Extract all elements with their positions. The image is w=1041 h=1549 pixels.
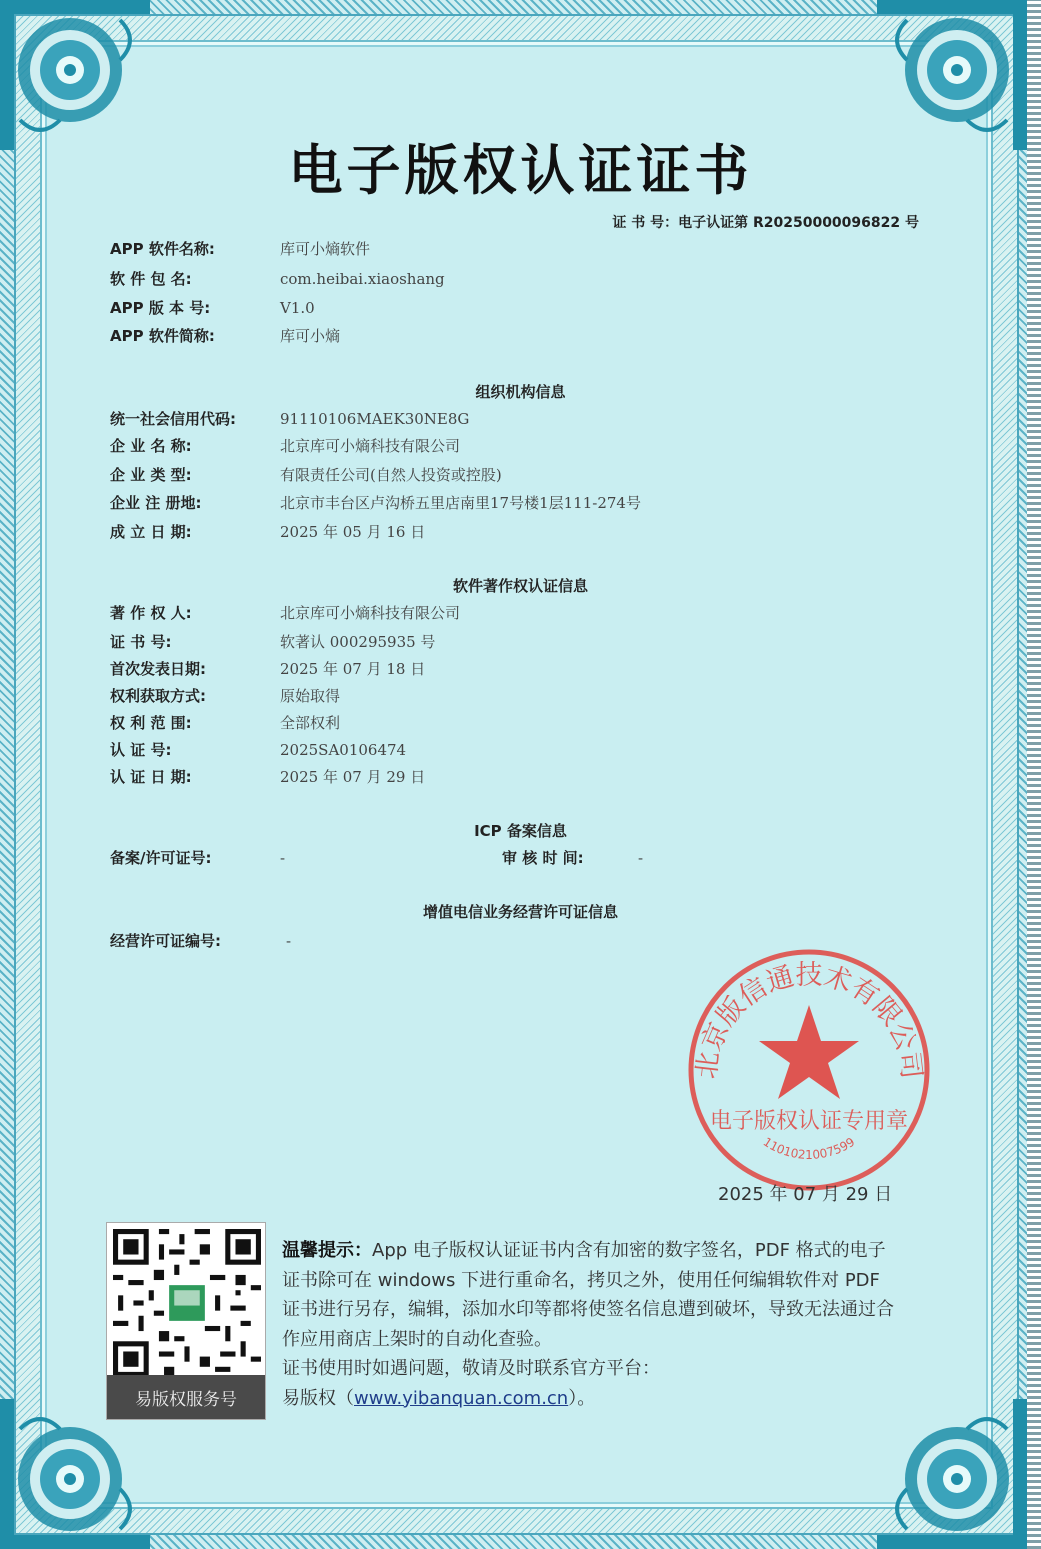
notice-text bbox=[282, 1236, 902, 1413]
field-label: 备案/许可证号: bbox=[110, 849, 212, 867]
info-row bbox=[110, 492, 641, 513]
corner-ornament-icon bbox=[0, 1399, 150, 1549]
field-label: 首次发表日期: bbox=[110, 660, 206, 678]
field-label: 著 作 权 人: bbox=[110, 604, 192, 622]
qr-code-card[interactable] bbox=[106, 1222, 266, 1420]
field-value: 北京库可小熵科技有限公司 bbox=[280, 437, 461, 455]
field-value: 全部权利 bbox=[280, 714, 341, 732]
info-row bbox=[110, 658, 425, 679]
field-label: 统一社会信用代码: bbox=[110, 410, 236, 428]
field-label: 权利获取方式: bbox=[110, 687, 206, 705]
field-label: 企 业 类 型: bbox=[110, 466, 192, 484]
field-value: - bbox=[280, 849, 286, 867]
info-row bbox=[110, 268, 445, 289]
notice-heading: 温馨提示： bbox=[282, 1240, 372, 1261]
field-value: 北京市丰台区卢沟桥五里店南里17号楼1层111-274号 bbox=[280, 494, 641, 512]
field-label: APP 软件名称: bbox=[110, 240, 215, 258]
platform-link[interactable]: www.yibanquan.com.cn bbox=[354, 1387, 569, 1409]
section-title-icp: ICP 备案信息 bbox=[474, 822, 567, 840]
info-row bbox=[110, 685, 340, 706]
qr-code-icon[interactable] bbox=[113, 1229, 261, 1377]
field-label: 软 件 包 名: bbox=[110, 270, 192, 288]
field-label: 成 立 日 期: bbox=[110, 523, 192, 541]
field-value: 2025 年 07 月 29 日 bbox=[280, 768, 426, 786]
icp-row bbox=[110, 847, 643, 868]
info-row bbox=[110, 297, 315, 318]
field-value: - bbox=[638, 849, 644, 867]
info-row bbox=[110, 464, 502, 485]
field-label: APP 版 本 号: bbox=[110, 299, 211, 317]
info-row bbox=[110, 521, 425, 542]
field-label: 认 证 号: bbox=[110, 741, 172, 759]
seal-bottom-text: 电子版权认证专用章 bbox=[709, 1109, 909, 1134]
section-title-org: 组织机构信息 bbox=[475, 383, 566, 401]
field-label: 经营许可证编号: bbox=[110, 932, 221, 950]
page-edge-strip bbox=[1027, 0, 1041, 1549]
field-label: 审 核 时 间: bbox=[502, 849, 584, 867]
seal-star-icon bbox=[759, 1005, 859, 1099]
info-row bbox=[110, 435, 460, 456]
info-row bbox=[110, 739, 406, 760]
seal-top-text: 北京版信通技术有限公司 bbox=[691, 959, 927, 1081]
field-value: 有限责任公司(自然人投资或控股) bbox=[280, 466, 502, 484]
platform-prefix: 易版权（ bbox=[282, 1387, 354, 1409]
field-value: V1.0 bbox=[280, 299, 315, 317]
info-row bbox=[110, 766, 425, 787]
field-value: 2025SA0106474 bbox=[280, 741, 407, 759]
field-value: 软著认 000295935 号 bbox=[280, 633, 436, 651]
info-row bbox=[110, 930, 291, 951]
platform-suffix: ）。 bbox=[568, 1387, 596, 1409]
field-value: 原始取得 bbox=[280, 687, 341, 705]
field-label: APP 软件简称: bbox=[110, 327, 215, 345]
field-value: 2025 年 05 月 16 日 bbox=[280, 523, 426, 541]
field-value: 库可小熵软件 bbox=[280, 240, 371, 258]
company-seal-stamp bbox=[684, 945, 934, 1195]
field-label: 企业 注 册地: bbox=[110, 494, 202, 512]
notice-contact: 证书使用时如遇问题，敬请及时联系官方平台： bbox=[282, 1358, 660, 1379]
seal-number: 1101021007599 bbox=[760, 1134, 858, 1162]
section-title-copyright: 软件著作权认证信息 bbox=[452, 577, 588, 595]
field-value: 2025 年 07 月 18 日 bbox=[280, 660, 426, 678]
field-value: 91110106MAEK30NE8G bbox=[280, 410, 470, 428]
field-value: 库可小熵 bbox=[280, 327, 341, 345]
section-title-telecom: 增值电信业务经营许可证信息 bbox=[422, 903, 618, 921]
info-row bbox=[110, 238, 370, 259]
field-value: 北京库可小熵科技有限公司 bbox=[280, 604, 461, 622]
field-label: 权 利 范 围: bbox=[110, 714, 192, 732]
field-value: - bbox=[286, 932, 292, 950]
field-label: 证 书 号: bbox=[110, 633, 172, 651]
field-label: 企 业 名 称: bbox=[110, 437, 192, 455]
corner-ornament-icon bbox=[877, 1399, 1027, 1549]
certificate-title: 电子版权认证证书 bbox=[288, 139, 753, 202]
qr-caption: 易版权服务号 bbox=[107, 1375, 265, 1419]
info-row bbox=[110, 325, 340, 346]
info-row bbox=[110, 408, 469, 429]
info-row bbox=[110, 631, 435, 652]
info-row bbox=[110, 602, 460, 623]
notice-body: App 电子版权认证证书内含有加密的数字签名，PDF 格式的电子证书除可在 windows 下进行重命名，拷贝之外，使用任何编辑软件对 PDF 证书进行另存，编辑，添加水印等都将使签名信息遭到破坏，导致无法通过合作应用商店上架时的自动化查验。 bbox=[282, 1240, 894, 1350]
svg-text:1101021007599 bbox=[761, 1135, 858, 1162]
field-value: com.heibai.xiaoshang bbox=[280, 270, 445, 288]
info-row bbox=[110, 712, 340, 733]
certificate-number: 证 书 号：电子认证第 R20250000096822 号 bbox=[612, 215, 919, 231]
field-label: 认 证 日 期: bbox=[110, 768, 192, 786]
seal-date: 2025 年 07 月 29 日 bbox=[718, 1184, 893, 1205]
